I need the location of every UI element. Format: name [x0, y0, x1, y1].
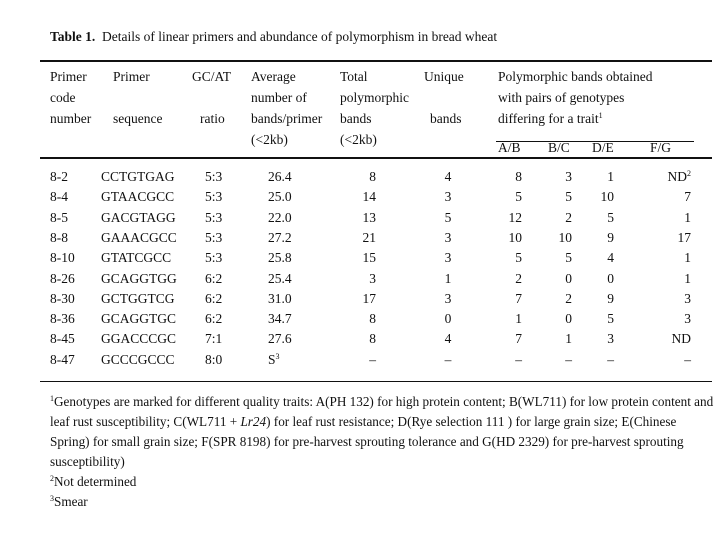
cell-ab [482, 329, 522, 349]
cell-seq [101, 208, 176, 228]
cell-ratio [205, 350, 222, 370]
cell-de [574, 248, 614, 268]
cell-value: GGACCCGC [101, 331, 177, 347]
footnote-1 [50, 392, 715, 472]
cell-value: 21 [362, 229, 376, 245]
column-header-pair: F/G [650, 140, 672, 155]
column-header-sequence [113, 66, 150, 87]
cell-code [50, 350, 75, 370]
cell-fg [651, 208, 691, 228]
cell-bc [532, 350, 572, 370]
cell-value: 8:0 [205, 351, 223, 367]
cell-value: 1 [684, 250, 691, 266]
cell-value: 2 [565, 209, 572, 225]
cell-value: 3 [444, 229, 452, 245]
cell-value: 0 [565, 270, 572, 286]
cell-value: – [515, 351, 522, 367]
cell-value: 8-26 [50, 270, 75, 286]
cell-ab [482, 248, 522, 268]
cell-bc [532, 269, 572, 289]
cell-ab [482, 350, 522, 370]
cell-value: 15 [362, 250, 376, 266]
column-header-polymorphic [498, 87, 624, 108]
cell-value: GCTGGTCG [101, 290, 175, 306]
footnote-text: Smear [54, 494, 88, 509]
cell-fg [651, 269, 691, 289]
cell-value: 1 [607, 169, 614, 184]
cell-value: 1 [684, 209, 691, 225]
cell-value: 9 [607, 290, 614, 306]
cell-value: GCAGGTGC [101, 311, 177, 327]
cell-value: – [444, 351, 452, 367]
cell-value: 1 [684, 270, 691, 286]
column-header-text: Polymorphic bands obtained [498, 69, 653, 84]
cell-value: 17 [362, 290, 376, 306]
cell-value: – [684, 351, 691, 367]
footnote-2 [50, 472, 715, 492]
cell-fg [651, 167, 691, 187]
cell-value: 3 [684, 311, 691, 327]
cell-bc [532, 187, 572, 207]
cell-seq [101, 350, 175, 370]
cell-value: GAAACGCC [101, 229, 177, 245]
cell-total [336, 248, 376, 268]
cell-value: 8 [369, 169, 376, 184]
footnote-text: Not determined [54, 474, 137, 489]
cell-total [336, 350, 376, 370]
cell-seq [101, 228, 177, 248]
cell-total [336, 208, 376, 228]
cell-value: 27.2 [268, 229, 292, 245]
cell-fg [651, 350, 691, 370]
cell-code [50, 228, 68, 248]
cell-value: 17 [677, 229, 691, 245]
cell-ab [482, 187, 522, 207]
cell-bc [532, 248, 572, 268]
cell-value: GACGTAGG [101, 209, 176, 225]
column-header-text: code [50, 90, 76, 105]
cell-value: 6:2 [205, 270, 223, 286]
cell-value: 5:3 [205, 250, 223, 266]
cell-value: 5 [515, 250, 522, 266]
cell-bc [532, 289, 572, 309]
cell-de [574, 309, 614, 329]
cell-ratio [205, 309, 222, 329]
column-header-pair: D/E [592, 140, 614, 155]
cell-unique [428, 228, 468, 248]
cell-fg [651, 228, 691, 248]
cell-bc [532, 228, 572, 248]
cell-value: 8-45 [50, 331, 75, 347]
cell-de [574, 228, 614, 248]
footnote-ref: 3 [275, 351, 280, 361]
column-header-pair: B/C [548, 140, 570, 155]
cell-value: 7 [684, 189, 691, 205]
cell-de [574, 269, 614, 289]
cell-ratio [205, 329, 222, 349]
bottom-rule [40, 381, 712, 382]
cell-value: 4 [607, 250, 614, 266]
cell-value: 5:3 [205, 209, 223, 225]
cell-code [50, 167, 68, 187]
cell-fg [651, 309, 691, 329]
cell-value: 3 [444, 290, 452, 306]
column-header-total [340, 108, 372, 129]
cell-total [336, 329, 376, 349]
cell-value: GTATCGCC [101, 250, 172, 266]
cell-value: 0 [607, 270, 614, 286]
cell-seq [101, 309, 176, 329]
cell-value: 8 [515, 169, 522, 184]
cell-value: 25.0 [268, 189, 292, 205]
cell-ratio [205, 167, 222, 187]
column-header-text: polymorphic [340, 90, 409, 105]
cell-ab [482, 228, 522, 248]
cell-value: 25.8 [268, 250, 292, 266]
footnote-gene: Lr24 [240, 414, 267, 429]
cell-ratio [205, 228, 222, 248]
cell-value: 1 [565, 331, 572, 347]
cell-value: ND [671, 331, 691, 347]
cell-value: 13 [362, 209, 376, 225]
column-header-text: bands [340, 111, 372, 126]
cell-unique [428, 187, 468, 207]
top-rule [40, 60, 712, 62]
column-header-text: (<2kb) [251, 132, 288, 147]
cell-value: 10 [600, 189, 614, 205]
footnote-text: Genotypes are marked for different quality traits: A(PH 132) for high protein content; B(WL711) for low protein content and leaf rust susceptibility; C(WL711 + [50, 394, 714, 429]
cell-avg [268, 167, 292, 187]
column-header-gcat [192, 66, 231, 87]
cell-total [336, 187, 376, 207]
cell-value: 3 [684, 290, 691, 306]
column-header-unique [424, 66, 464, 87]
cell-de [574, 350, 614, 370]
cell-de [574, 289, 614, 309]
column-header-text: bands [430, 111, 462, 126]
footnotes [50, 392, 715, 512]
cell-ratio [205, 208, 222, 228]
cell-avg [268, 208, 292, 228]
footnote-ref: 2 [687, 169, 691, 178]
cell-ratio [205, 289, 222, 309]
cell-de [574, 187, 614, 207]
cell-avg [268, 309, 292, 329]
column-header-total [340, 66, 368, 87]
footnote-mark: 1 [50, 394, 54, 403]
table-label: Table 1. [50, 29, 96, 44]
cell-unique [428, 289, 468, 309]
cell-unique [428, 269, 468, 289]
cell-avg [268, 329, 292, 349]
column-header-text: Total [340, 69, 368, 84]
cell-value: 10 [558, 229, 572, 245]
column-header-code [50, 87, 75, 108]
cell-ab [482, 269, 522, 289]
footnote-3 [50, 492, 715, 512]
cell-fg [651, 289, 691, 309]
cell-de [574, 329, 614, 349]
column-header-total [340, 129, 377, 150]
column-header-text: with pairs of genotypes [498, 90, 625, 105]
cell-avg [268, 187, 292, 207]
cell-ratio [205, 269, 222, 289]
cell-value: 1 [444, 270, 452, 286]
cell-value: 5 [515, 189, 522, 205]
cell-value: 8 [369, 311, 376, 327]
cell-value: 5 [565, 189, 572, 205]
cell-value: 8-8 [50, 229, 68, 245]
cell-seq [101, 289, 175, 309]
cell-value: 5 [444, 209, 452, 225]
cell-ab [482, 309, 522, 329]
column-header-text: number [50, 111, 92, 126]
cell-value: GCCCGCCC [101, 351, 175, 367]
cell-value: 8-5 [50, 209, 68, 225]
column-header-average [251, 66, 296, 87]
cell-bc [532, 309, 572, 329]
column-header-sequence [113, 108, 162, 129]
column-header-code [50, 108, 91, 129]
column-header-gcat [200, 108, 225, 129]
cell-bc [532, 208, 572, 228]
column-header-text: GC/AT [192, 69, 232, 84]
column-header-text: differing for a trait [498, 111, 599, 126]
cell-value: GTAACGCC [101, 189, 175, 205]
footnote-text: ) for leaf rust resistance; D(Rye selection 111 ) for large grain size; E(Chinese Spring) for small grain size; F(SPR 8198) for pre-harvest sprouting tolerance and G(HD 2329) for pre-harvest sprouting susceptibility) [50, 414, 684, 469]
column-header-text: (<2kb) [340, 132, 377, 147]
cell-value: ND [667, 169, 687, 184]
column-header-pair: A/B [498, 140, 521, 155]
cell-value: 5 [607, 209, 614, 225]
cell-value: 34.7 [268, 311, 292, 327]
cell-value: 22.0 [268, 209, 292, 225]
cell-value: 2 [565, 290, 572, 306]
cell-ab [482, 208, 522, 228]
cell-value: 0 [444, 311, 452, 327]
cell-code [50, 187, 68, 207]
cell-value: 10 [508, 229, 522, 245]
cell-total [336, 309, 376, 329]
cell-total [336, 167, 376, 187]
cell-total [336, 289, 376, 309]
cell-value: 6:2 [205, 311, 223, 327]
column-header-text: Primer [113, 69, 150, 84]
column-header-average [251, 129, 288, 150]
column-header-unique [430, 108, 462, 129]
cell-value: 3 [444, 189, 452, 205]
cell-ab [482, 167, 522, 187]
cell-ab [482, 289, 522, 309]
cell-value: S [268, 351, 276, 367]
cell-unique [428, 329, 468, 349]
cell-value: 4 [444, 331, 452, 347]
cell-value: 5:3 [205, 189, 223, 205]
cell-total [336, 228, 376, 248]
column-header-text: bands/primer [251, 111, 323, 126]
cell-value: 31.0 [268, 290, 292, 306]
column-header-polymorphic [498, 66, 652, 87]
cell-value: 2 [515, 270, 522, 286]
cell-unique [428, 208, 468, 228]
cell-value: 3 [607, 331, 614, 347]
column-header-code [50, 66, 87, 87]
cell-value: 5:3 [205, 229, 223, 245]
cell-unique [428, 167, 468, 187]
cell-code [50, 248, 75, 268]
column-header-total [340, 87, 409, 108]
footnote-mark: 3 [50, 494, 54, 503]
cell-seq [101, 329, 176, 349]
cell-ratio [205, 248, 222, 268]
cell-bc [532, 167, 572, 187]
cell-fg [651, 329, 691, 349]
cell-avg [268, 228, 292, 248]
column-header-text: sequence [113, 111, 163, 126]
cell-seq [101, 167, 175, 187]
column-header-text: Average [251, 69, 296, 84]
cell-code [50, 289, 75, 309]
column-header-polymorphic [498, 108, 603, 129]
cell-unique [428, 248, 468, 268]
cell-de [574, 208, 614, 228]
cell-code [50, 269, 75, 289]
column-header-text: Primer [50, 69, 87, 84]
cell-value: – [607, 351, 614, 367]
cell-value: CCTGTGAG [101, 169, 175, 184]
cell-unique [428, 350, 468, 370]
cell-avg [268, 248, 292, 268]
cell-value: – [369, 351, 376, 367]
cell-value: 12 [508, 209, 522, 225]
column-header-average [251, 87, 307, 108]
cell-value: 5:3 [205, 169, 223, 184]
cell-value: 9 [607, 229, 614, 245]
cell-value: 3 [565, 169, 572, 184]
cell-value: GCAGGTGG [101, 270, 177, 286]
cell-value: 4 [444, 169, 452, 184]
cell-unique [428, 309, 468, 329]
cell-value: 25.4 [268, 270, 292, 286]
cell-total [336, 269, 376, 289]
cell-value: 8-36 [50, 311, 75, 327]
cell-code [50, 309, 75, 329]
cell-fg [651, 187, 691, 207]
cell-bc [532, 329, 572, 349]
column-header-average [251, 108, 322, 129]
cell-avg [268, 289, 292, 309]
column-header-text: Unique [424, 69, 464, 84]
cell-value: 8-4 [50, 189, 68, 205]
cell-seq [101, 248, 171, 268]
cell-value: 3 [369, 270, 376, 286]
cell-value: 0 [565, 311, 572, 327]
cell-code [50, 329, 75, 349]
cell-value: 5 [607, 311, 614, 327]
table-caption: Details of linear primers and abundance of polymorphism in bread wheat [102, 29, 498, 44]
cell-seq [101, 269, 177, 289]
cell-value: 5 [565, 250, 572, 266]
cell-value: 27.6 [268, 331, 292, 347]
cell-value: 26.4 [268, 169, 292, 184]
cell-value: 8-10 [50, 250, 75, 266]
cell-ratio [205, 187, 222, 207]
cell-value: 3 [444, 250, 452, 266]
cell-value: 1 [515, 311, 522, 327]
cell-de [574, 167, 614, 187]
cell-value: 7 [515, 290, 522, 306]
footnote-mark: 2 [50, 474, 54, 483]
column-header-text: number of [251, 90, 307, 105]
footnote-ref: 1 [598, 111, 603, 120]
cell-code [50, 208, 68, 228]
cell-value: 7:1 [205, 331, 223, 347]
cell-avg [268, 350, 280, 370]
column-header-text: ratio [200, 111, 225, 126]
cell-value: 14 [362, 189, 376, 205]
cell-value: 8-47 [50, 351, 75, 367]
cell-value: – [565, 351, 572, 367]
cell-value: 6:2 [205, 290, 223, 306]
table-title [50, 29, 497, 45]
cell-avg [268, 269, 292, 289]
cell-value: 8-2 [50, 169, 68, 184]
cell-value: 7 [515, 331, 522, 347]
cell-value: 8 [369, 331, 376, 347]
cell-value: 8-30 [50, 290, 75, 306]
cell-seq [101, 187, 174, 207]
cell-fg [651, 248, 691, 268]
